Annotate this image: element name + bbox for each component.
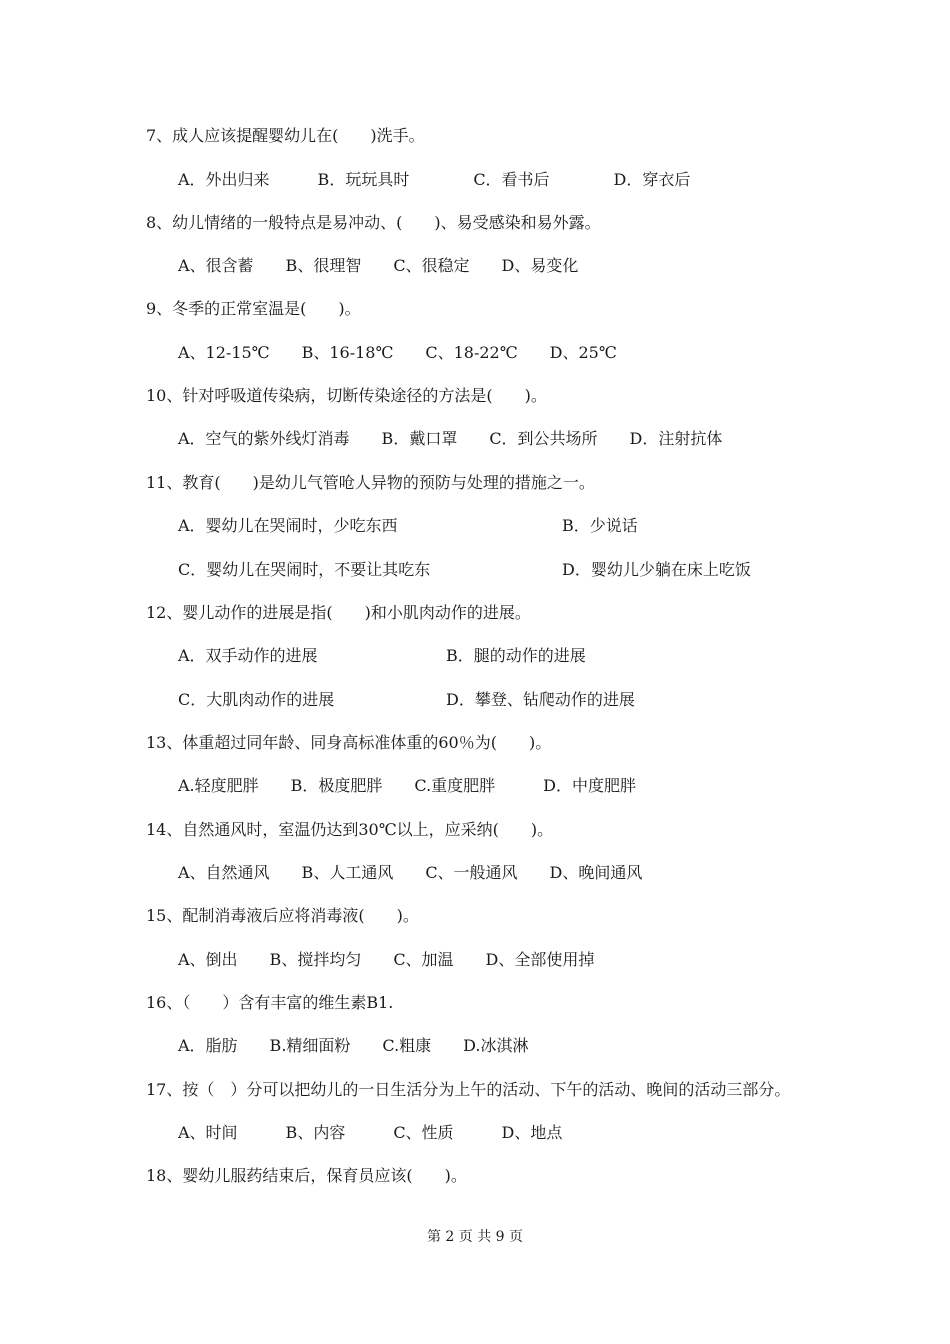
question-15-stem: 15、配制消毒液后应将消毒液( )。 bbox=[146, 906, 419, 925]
question-12-option-a: A．双手动作的进展 bbox=[178, 646, 318, 665]
question-7-stem: 7、成人应该提醒婴幼儿在( )洗手。 bbox=[146, 126, 425, 145]
question-11-stem: 11、教育( )是幼儿气管呛人异物的预防与处理的措施之一。 bbox=[146, 473, 595, 492]
question-11-option-c: C．婴幼儿在哭闹时，不要让其吃东 bbox=[178, 560, 431, 579]
question-16-options: A．脂肪 B.精细面粉 C.粗康 D.冰淇淋 bbox=[178, 1036, 529, 1055]
question-12-option-d: D．攀登、钻爬动作的进展 bbox=[446, 690, 635, 709]
question-14-options: A、自然通风 B、人工通风 C、一般通风 D、晚间通风 bbox=[178, 863, 643, 882]
question-9-options: A、12-15℃ B、16-18℃ C、18-22℃ D、25℃ bbox=[178, 343, 617, 362]
question-14-stem: 14、自然通风时，室温仍达到30℃以上，应采纳( )。 bbox=[146, 820, 554, 839]
question-7-options: A．外出归来 B．玩玩具时 C．看书后 D．穿衣后 bbox=[178, 170, 691, 189]
question-17-stem: 17、按（ ）分可以把幼儿的一日生活分为上午的活动、下午的活动、晚间的活动三部分。 bbox=[146, 1080, 791, 1099]
question-8-options: A、很含蓄 B、很理智 C、很稳定 D、易变化 bbox=[178, 256, 579, 275]
question-12-option-b: B．腿的动作的进展 bbox=[446, 646, 586, 665]
question-10-stem: 10、针对呼吸道传染病，切断传染途径的方法是( )。 bbox=[146, 386, 547, 405]
question-12-stem: 12、婴儿动作的进展是指( )和小肌肉动作的进展。 bbox=[146, 603, 531, 622]
question-13-stem: 13、体重超过同年龄、同身高标准体重的60％为( )。 bbox=[146, 733, 552, 752]
question-8-stem: 8、幼儿情绪的一般特点是易冲动、( )、易受感染和易外露。 bbox=[146, 213, 601, 232]
page-number-footer: 第 2 页 共 9 页 bbox=[426, 1229, 524, 1245]
question-15-options: A、倒出 B、搅拌均匀 C、加温 D、全部使用掉 bbox=[178, 950, 595, 969]
question-13-options: A.轻度肥胖 B．极度肥胖 C.重度肥胖 D．中度肥胖 bbox=[178, 776, 636, 795]
question-11-option-d: D．婴幼儿少躺在床上吃饭 bbox=[562, 560, 751, 579]
question-16-stem: 16、（ ）含有丰富的维生素B1. bbox=[146, 993, 394, 1012]
question-11-option-a: A．婴幼儿在哭闹时，少吃东西 bbox=[178, 516, 398, 535]
question-10-options: A．空气的紫外线灯消毒 B．戴口罩 C．到公共场所 D．注射抗体 bbox=[178, 429, 723, 448]
question-11-option-b: B．少说话 bbox=[562, 516, 638, 535]
question-9-stem: 9、冬季的正常室温是( )。 bbox=[146, 299, 361, 318]
question-12-option-c: C．大肌肉动作的进展 bbox=[178, 690, 335, 709]
question-17-options: A、时间 B、内容 C、性质 D、地点 bbox=[178, 1123, 563, 1142]
question-18-stem: 18、婴幼儿服药结束后，保育员应该( )。 bbox=[146, 1166, 467, 1185]
